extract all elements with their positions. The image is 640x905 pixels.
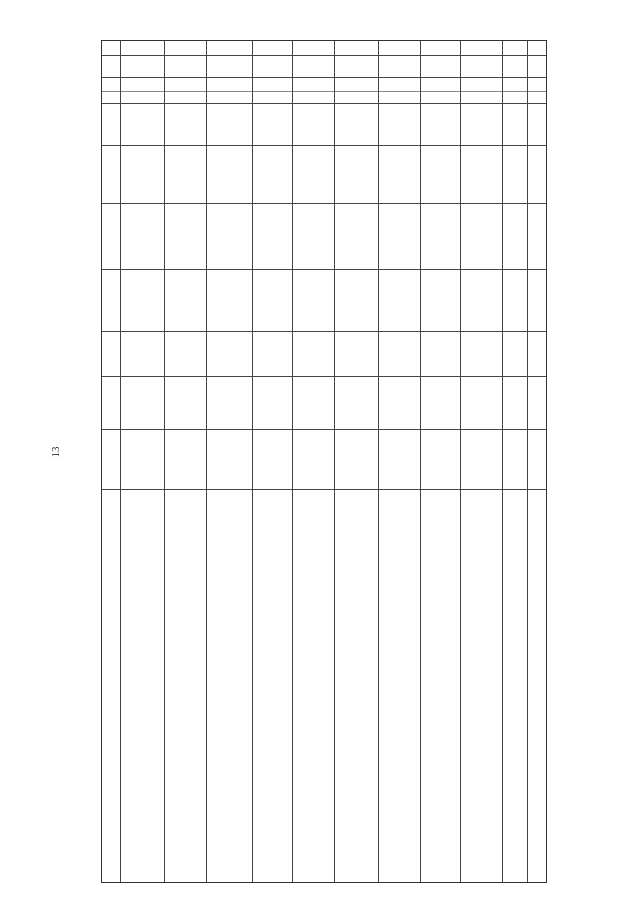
row-divider — [102, 376, 546, 377]
column-divider — [502, 41, 503, 882]
header-band-divider — [102, 55, 546, 56]
header-band-divider — [102, 91, 546, 92]
rotated-program-table — [101, 40, 547, 883]
column-divider — [252, 41, 253, 882]
column-divider — [527, 41, 528, 882]
column-divider — [206, 41, 207, 882]
header-band-divider — [102, 77, 546, 78]
row-divider — [102, 489, 546, 490]
column-divider — [378, 41, 379, 882]
column-divider — [120, 41, 121, 882]
row-divider — [102, 331, 546, 332]
row-divider — [102, 429, 546, 430]
column-divider — [334, 41, 335, 882]
row-divider — [102, 203, 546, 204]
column-divider — [460, 41, 461, 882]
column-divider — [164, 41, 165, 882]
row-divider — [102, 145, 546, 146]
row-divider — [102, 269, 546, 270]
column-divider — [292, 41, 293, 882]
header-band-divider — [102, 103, 546, 104]
column-divider — [420, 41, 421, 882]
page-number: 13 — [50, 446, 62, 458]
